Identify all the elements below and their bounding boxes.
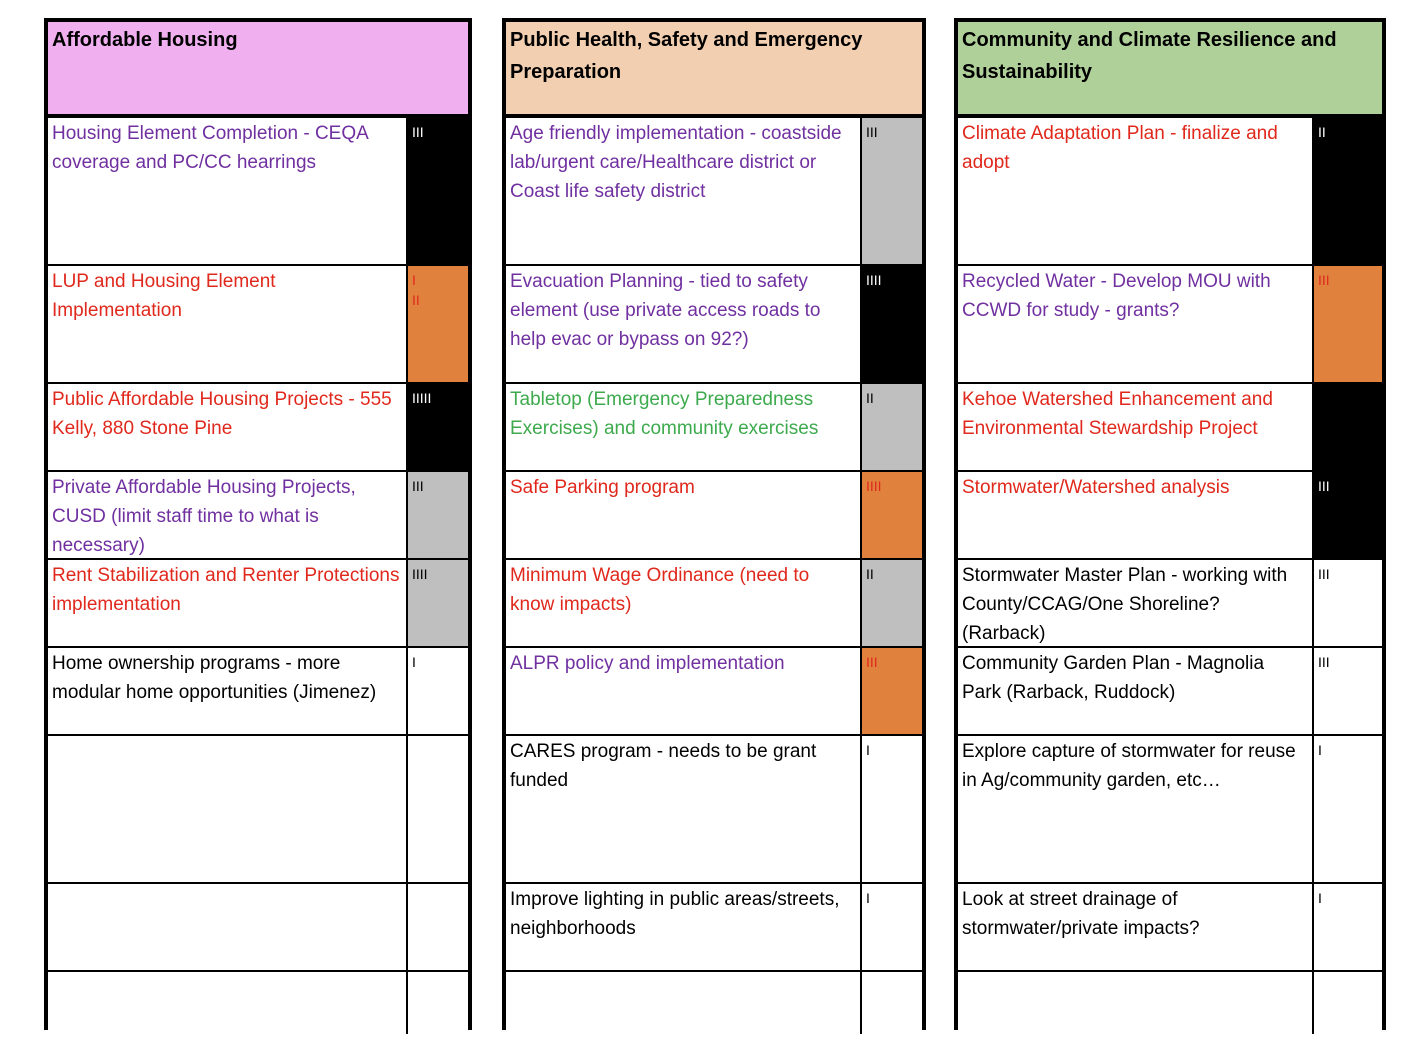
priority-tally: I [1312, 884, 1382, 970]
column-header: Public Health, Safety and Emergency Preparation [506, 22, 922, 118]
item-text: Safe Parking program [510, 477, 695, 498]
item-text: Explore capture of stormwater for reuse in Ag/community garden, etc… [962, 741, 1296, 791]
table-row [958, 266, 1382, 384]
priority-tally: IIIII [406, 384, 468, 470]
table-row [958, 972, 1382, 1034]
priority-tally: III [406, 472, 468, 558]
column-header: Affordable Housing [48, 22, 468, 118]
item-text: Home ownership programs - more modular home opportunities (Jimenez) [52, 653, 377, 703]
table-row [958, 560, 1382, 648]
table-row [48, 736, 468, 884]
priority-tally: I [406, 648, 468, 734]
priority-tally [406, 884, 468, 970]
column-public-health-safety [502, 18, 926, 1030]
item-text: CARES program - needs to be grant funded [510, 741, 817, 791]
priority-tally: I [860, 736, 922, 882]
item-text [958, 972, 1312, 1034]
priority-tally: I [1312, 736, 1382, 882]
item-text: Improve lighting in public areas/streets, neighborhoods [510, 889, 840, 939]
priority-tally [1312, 972, 1382, 1034]
priority-tally: III [406, 118, 468, 264]
item-text: Age friendly implementation - coastside lab/urgent care/Healthcare district or Coast life safety district [510, 123, 842, 202]
column-header: Community and Climate Resilience and Sustainability [958, 22, 1382, 118]
priority-tally: IIII [406, 560, 468, 646]
column-affordable-housing [44, 18, 472, 1030]
priority-tally: II [1312, 118, 1382, 264]
table-row [506, 560, 922, 648]
table-row [48, 266, 468, 384]
priority-tally: II [860, 384, 922, 470]
priority-tally [860, 972, 922, 1034]
priority-tally: II [860, 560, 922, 646]
priority-tally: I [860, 884, 922, 970]
table-row [506, 118, 922, 266]
table-row [506, 266, 922, 384]
item-text: Recycled Water - Develop MOU with CCWD for study - grants? [962, 271, 1271, 321]
item-text [48, 736, 406, 882]
item-text [48, 884, 406, 970]
item-text [48, 972, 406, 1034]
table-row [48, 384, 468, 472]
priority-tally: IIII [860, 266, 922, 382]
table-row [958, 736, 1382, 884]
item-text: LUP and Housing Element Implementation [52, 271, 276, 321]
item-text: Stormwater/Watershed analysis [962, 477, 1230, 498]
table-row [48, 648, 468, 736]
table-row [48, 118, 468, 266]
table-row [506, 736, 922, 884]
item-text: Stormwater Master Plan - working with County/CCAG/One Shoreline? (Rarback) [962, 565, 1288, 644]
priority-tally: III [1312, 648, 1382, 734]
column-climate-resilience [954, 18, 1386, 1030]
priority-tally: III [1312, 266, 1382, 382]
table-row [958, 118, 1382, 266]
priority-tally [406, 972, 468, 1034]
item-text: Climate Adaptation Plan - finalize and adopt [962, 123, 1278, 173]
priority-tally [1312, 384, 1382, 470]
table-row [506, 884, 922, 972]
item-text: Look at street drainage of stormwater/private impacts? [962, 889, 1200, 939]
table-row [958, 384, 1382, 472]
table-row [48, 472, 468, 560]
priority-tally: III [860, 648, 922, 734]
table-row [506, 972, 922, 1034]
item-text [506, 972, 860, 1034]
table-row [48, 560, 468, 648]
table-row [958, 472, 1382, 560]
priority-tally: I II [406, 266, 468, 382]
priority-tally: III [860, 118, 922, 264]
table-row [506, 648, 922, 736]
priority-tally: III [1312, 560, 1382, 646]
priority-tally: III [1312, 472, 1382, 558]
item-text: Community Garden Plan - Magnolia Park (Rarback, Ruddock) [962, 653, 1265, 703]
table-row [48, 884, 468, 972]
item-text: Rent Stabilization and Renter Protections implementation [52, 565, 400, 615]
table-row [506, 384, 922, 472]
priority-tally [406, 736, 468, 882]
table-row [958, 648, 1382, 736]
table-row [958, 884, 1382, 972]
item-text: Housing Element Completion - CEQA coverage and PC/CC hearrings [52, 123, 368, 173]
item-text: Public Affordable Housing Projects - 555 Kelly, 880 Stone Pine [52, 389, 392, 439]
item-text: Tabletop (Emergency Preparedness Exercises) and community exercises [510, 389, 819, 439]
table-row [506, 472, 922, 560]
item-text: ALPR policy and implementation [510, 653, 785, 674]
priority-tally: IIII [860, 472, 922, 558]
item-text: Evacuation Planning - tied to safety element (use private access roads to help evac or bypass on 92?) [510, 271, 821, 350]
table-row [48, 972, 468, 1034]
item-text: Private Affordable Housing Projects, CUSD (limit staff time to what is necessary) [52, 477, 356, 556]
item-text: Kehoe Watershed Enhancement and Environmental Stewardship Project [962, 389, 1273, 439]
item-text: Minimum Wage Ordinance (need to know impacts) [510, 565, 810, 615]
